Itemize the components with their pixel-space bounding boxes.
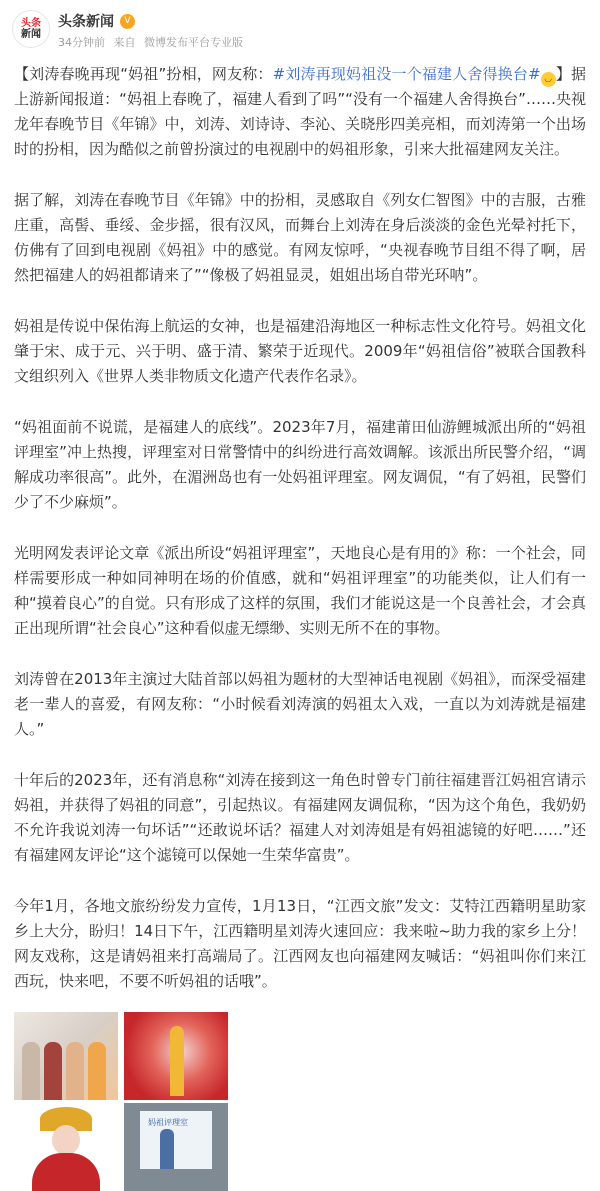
paragraph-5: 光明网发表评论文章《派出所设“妈祖评理室”，天地良心是有用的》称：一个社会，同样需要形成一种如同神明在场的价值感，就和“妈祖评理室”的功能类似，让人们有一种“摸着良心”的自觉。只有形成了这样的氛围，我们才能说这是一个良善社会，才会真正出现所谓“社会良心”这种看似虚无缥缈、实则无所不在的事物。 bbox=[14, 544, 586, 637]
avatar[interactable] bbox=[12, 10, 50, 48]
post-header bbox=[0, 0, 600, 58]
photo-thumbnail-1[interactable] bbox=[14, 1012, 118, 1100]
verified-badge-icon: V bbox=[120, 14, 135, 29]
topic-link[interactable]: #刘涛再现妈祖没一个福建人舍得换台# bbox=[272, 65, 541, 83]
avatar-logo-line2: 新闻 bbox=[21, 29, 41, 40]
avatar-logo-line1: 头条 bbox=[21, 18, 41, 29]
author-name[interactable]: 头条新闻 bbox=[58, 14, 114, 30]
paragraph-4: “妈祖面前不说谎，是福建人的底线”。2023年7月，福建莆田仙游鲤城派出所的“妈祖评理室”冲上热搜，评理室对日常警情中的纠纷进行高效调解。该派出所民警介绍，“调解成功率很高”。此外，在湄洲岛也有一处妈祖评理室。网友调侃，“有了妈祖，民警们少了不少麻烦”。 bbox=[14, 418, 586, 511]
sign-text: 妈祖评理室 bbox=[148, 1118, 188, 1127]
figure-shape bbox=[22, 1042, 40, 1100]
figure-shape bbox=[66, 1042, 84, 1100]
photo-grid bbox=[14, 1012, 230, 1191]
paragraph-1 bbox=[14, 62, 586, 162]
figure-shape bbox=[88, 1042, 106, 1100]
paragraph-3: 妈祖是传说中保佑海上航运的女神，也是福建沿海地区一种标志性文化符号。妈祖文化肇于宋、成于元、兴于明、盛于清、繁荣于近现代。2009年“妈祖信俗”被联合国教科文组织列入《世界人类非物质文化遗产代表作名录》。 bbox=[14, 317, 586, 385]
paragraph-7: 十年后的2023年，还有消息称“刘涛在接到这一角色时曾专门前往福建晋江妈祖宫请示妈祖，并获得了妈祖的同意”，引起热议。有福建网友调侃称，“因为这个角色，我奶奶不允许我说刘涛一句坏话”“还敢说坏话？福建人对刘涛姐是有妈祖滤镜的好吧……”还有福建网友评论“这个滤镜可以保她一生荣华富贵”。 bbox=[14, 771, 586, 864]
author-row bbox=[58, 11, 135, 31]
photo-thumbnail-3[interactable] bbox=[14, 1103, 118, 1191]
headline-text: 【刘涛春晚再现“妈祖”扮相，网友称： bbox=[14, 65, 273, 83]
robe-shape bbox=[32, 1153, 100, 1191]
post-body bbox=[0, 58, 600, 994]
photo-thumbnail-2[interactable] bbox=[124, 1012, 228, 1100]
face-shape bbox=[52, 1125, 80, 1155]
post-source[interactable]: 微博发布平台专业版 bbox=[144, 36, 243, 49]
paragraph-8: 今年1月，各地文旅纷纷发力宣传，1月13日，“江西文旅”发文：艾特江西籍明星助家乡上大分，盼归！14日下午，江西籍明星刘涛火速回应：我来啦~助力我的家乡上分！网友戏称，这是请妈祖来打高端局了。江西网友也向福建网友喊话：“妈祖叫你们来江西玩，快来吧，不要不听妈祖的话哦”。 bbox=[14, 897, 586, 990]
paragraph-2: 据了解，刘涛在春晚节目《年锦》中的扮相，灵感取自《列女仁智图》中的吉服，古雅庄重，高髻、垂绥、金步摇，很有汉风，而舞台上刘涛在身后淡淡的金色光晕衬托下，仿佛有了回到电视剧《妈祖》中的感觉。有网友惊呼，“央视春晚节目组不得了啊，居然把福建人的妈祖都请来了”“像极了妈祖显灵，姐姐出场自带光环呐”。 bbox=[14, 191, 586, 284]
photo-thumbnail-4[interactable] bbox=[124, 1103, 228, 1191]
sign-board bbox=[140, 1111, 212, 1169]
post-meta bbox=[58, 34, 248, 50]
figure-shape bbox=[170, 1026, 184, 1096]
source-prefix: 来自 bbox=[113, 36, 136, 49]
paragraph-6: 刘涛曾在2013年主演过大陆首部以妈祖为题材的大型神话电视剧《妈祖》，而深受福建老一辈人的喜爱，有网友称：“小时候看刘涛演的妈祖太入戏，一直以为刘涛就是福建人。” bbox=[14, 670, 586, 738]
paragraph-1-text: 】据上游新闻报道：“妈祖上春晚了，福建人看到了吗”“没有一个福建人舍得换台”……央视龙年春晚节目《年锦》中，刘涛、刘诗诗、李沁、关晓彤四美亮相，而刘涛第一个出场时的扮相，因为酷似之前曾扮演过的电视剧中的妈祖形象，引来大批福建网友关注。 bbox=[14, 65, 586, 158]
figure-shape bbox=[44, 1042, 62, 1100]
post-time[interactable]: 34分钟前 bbox=[58, 36, 105, 49]
laughing-emoji-icon: ◡ bbox=[541, 72, 556, 87]
person-shape bbox=[160, 1129, 174, 1169]
